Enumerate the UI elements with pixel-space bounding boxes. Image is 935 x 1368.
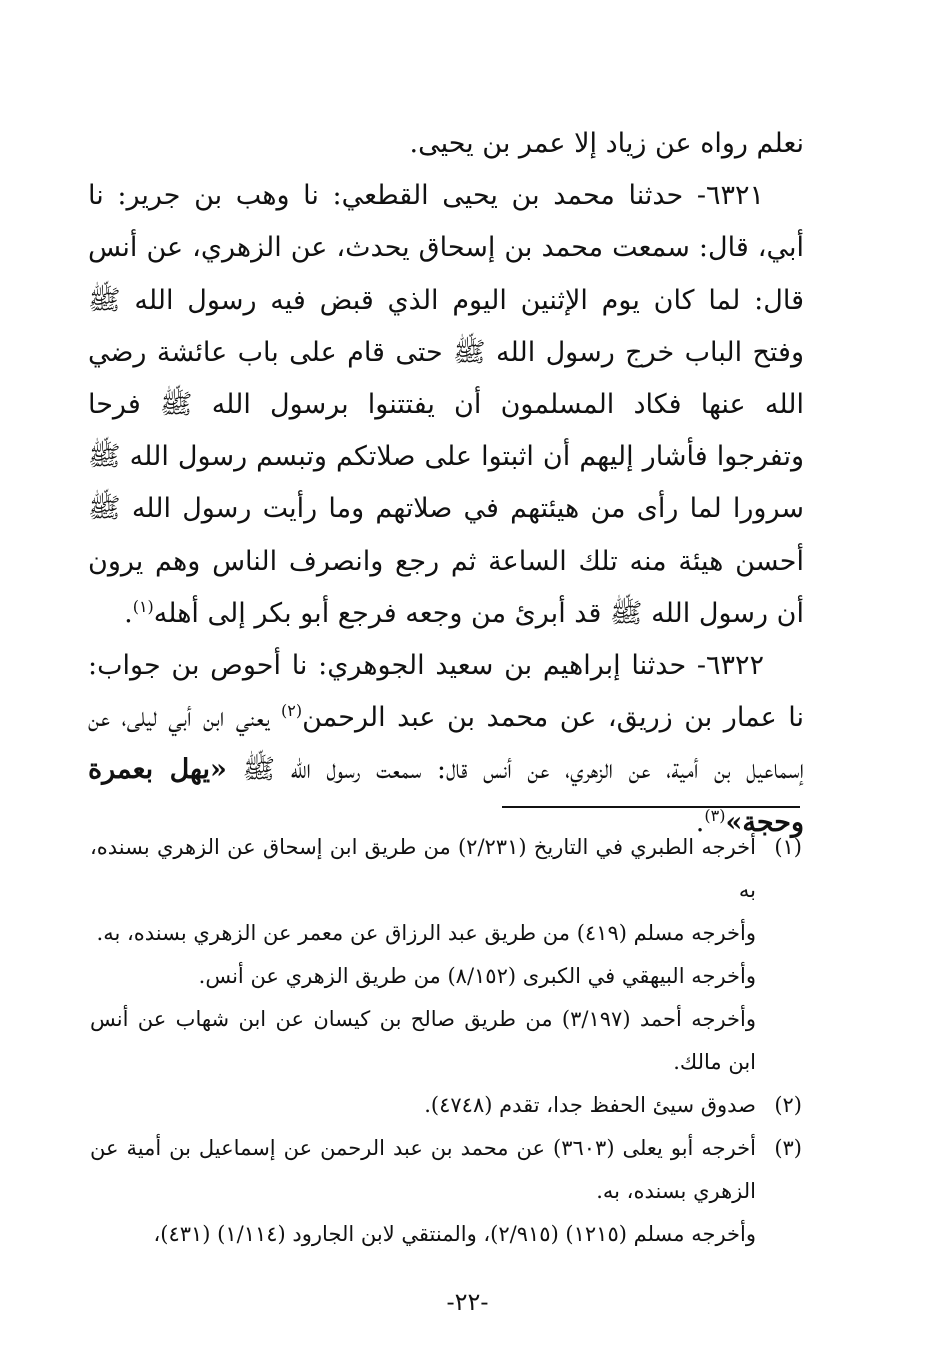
footnote-1-number: (١) [774, 835, 802, 859]
footnote-3-line-2: وأخرجه مسلم (١٢١٥) (٢/٩١٥)، والمنتقي لابن الجارود (١/١١٤) (٤٣١)، [153, 1222, 756, 1246]
hadith-6322-quote: «يهل بعمرة وحجة» [88, 754, 804, 838]
page-number: -٢٢- [446, 1288, 489, 1316]
footnote-ref-2[interactable]: (٢) [281, 701, 303, 721]
hadith-6322 [88, 640, 804, 849]
hadith-6322-text-b: يعني ابن أبي ليلى، عن إسماعيل بن أمية، عن الزهري، عن أنس قال: سمعت رسول الله ﷺ [88, 702, 804, 786]
footnote-1-line-3: وأخرجه البيهقي في الكبرى (٨/١٥٢) من طريق الزهري عن أنس. [198, 964, 756, 988]
footnote-3-text: أخرجه أبو يعلى (٣٦٠٣) عن محمد بن عبد الرحمن عن إسماعيل بن أمية عن الزهري بسنده، به. [90, 1136, 756, 1203]
hadith-6322-text-a: ٦٣٢٢- حدثنا إبراهيم بن سعيد الجوهري: نا أحوص بن جواب: نا عمار بن زريق، عن محمد بن عبد الرحمن [88, 650, 805, 734]
hadith-6321 [88, 170, 804, 640]
footnote-separator [502, 806, 800, 808]
footnote-3 [90, 1127, 802, 1213]
hadith-6322-end: . [695, 806, 705, 838]
paragraph-intro [88, 118, 804, 170]
main-text [88, 118, 804, 849]
hadith-6321-text: ٦٣٢١- حدثنا محمد بن يحيى القطعي: نا وهب بن جرير: نا أبي، قال: سمعت محمد بن إسحاق يحدث، عن الزهري، عن أنس قال: لما كان يوم الإثنين اليوم الذي قبض فيه رسول الله ﷺ وفتح الباب خرج رسول الله ﷺ حتى قام على باب عائشة رضي الله عنها فكاد المسلمون أن يفتتنوا برسول الله ﷺ فرحا وتفرجوا فأشار إليهم أن اثبتوا على صلاتكم وتبسم رسول الله ﷺ سرورا لما رأى من هيئتهم في صلاتهم وما رأيت رسول الله ﷺ أحسن هيئة منه تلك الساعة ثم رجع وانصرف الناس وهم يرون أن رسول الله ﷺ قد أبرئ من وجعه فرجع أبو بكر إلى أهله [88, 180, 804, 629]
footnote-1 [90, 826, 802, 912]
hadith-6321-end: . [124, 597, 133, 629]
footnote-ref-3[interactable]: (٣) [704, 805, 726, 825]
footnote-1-line-2: وأخرجه مسلم (٤١٩) من طريق عبد الرزاق عن معمر عن الزهري بسنده، به. [96, 921, 756, 945]
footnote-2 [90, 1084, 802, 1127]
footnote-3-number: (٣) [774, 1136, 802, 1160]
footnote-1-line-4: وأخرجه أحمد (٣/١٩٧) من طريق صالح بن كيسان عن ابن شهاب عن أنس ابن مالك. [90, 1007, 756, 1074]
intro-text: نعلم رواه عن زياد إلا عمر بن يحيى. [409, 128, 804, 159]
footnote-2-number: (٢) [774, 1093, 802, 1117]
footnote-1-text: أخرجه الطبري في التاريخ (٢/٢٣١) من طريق ابن إسحاق عن الزهري بسنده، به [90, 835, 756, 902]
footnote-ref-1[interactable]: (١) [132, 596, 154, 616]
footnotes [90, 826, 802, 1256]
footnote-2-text: صدوق سيئ الحفظ جدا، تقدم (٤٧٤٨). [424, 1093, 756, 1117]
